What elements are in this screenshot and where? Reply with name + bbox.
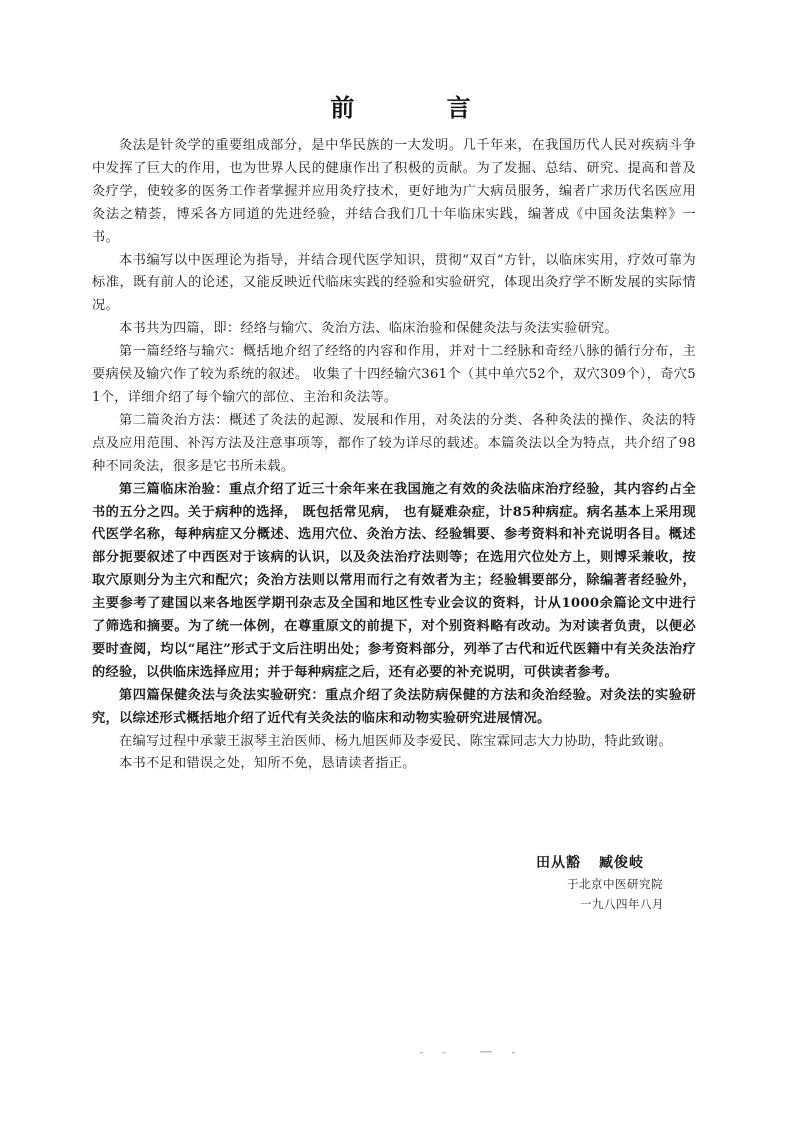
paragraph-structure: 本书共为四篇，即：经络与输穴、灸治方法、临床治验和保健灸法与灸法实验研究。 [119, 321, 619, 337]
author-signature [536, 852, 644, 872]
paragraph-acknowledgement: 在编写过程中承蒙王淑琴主治医师、杨九旭医师及李爱民、陈宝霖同志大力协助，特此致谢。 [119, 733, 672, 749]
scan-specks-decoration [418, 1050, 528, 1056]
paragraph-closing: 本书不足和错误之处，知所不免，恳请读者指正。 [119, 756, 416, 772]
author-name-1: 田从豁 [536, 855, 581, 871]
signature-place: 于北京中医研究院 [567, 877, 663, 891]
paragraph-intro: 灸法是针灸学的重要组成部分，是中华民族的一大发明。几千年来，在我国历代人民对疾病斗争中发挥了巨大的作用，也为世界人民的健康作出了积极的贡献。为了发掘、总结、研究、提高和普及灸疗学，使较多的医务工作者掌握并应用灸疗技术，更好地为广大病员服务，编者广求历代名医应用灸法之精荟，博采各方同道的先进经验，并结合我们几十年临床实践，编著成《中国灸法集粹》一书。 [92, 138, 696, 245]
signature-date: 一九八四年八月 [580, 897, 664, 911]
page-title: 前 言 [330, 94, 513, 122]
paragraph-part-three: 第三篇临床治验：重点介绍了近三十余年来在我国施之有效的灸法临床治疗经验，其内容约占全书的五分之四。关于病种的选择， 既包括常见病， 也有疑难杂症，计85种病症。病名基本上采用现代医学名称，每种病症又分概述、选用穴位、灸治方法、经验辑要、参考资料和补充说明各目。概述部分扼要叙述了中西医对于该病的认识，以及灸法治疗法则等；在选用穴位处方上，则博采兼收，按取穴原则分为主穴和配穴；灸治方法则以常用而行之有效者为主；经验辑要部分，除编著者经验外，主要参考了建国以来各地医学期刊杂志及全国和地区性专业会议的资料，计从1000余篇论文中进行了筛选和摘要。为了统一体例，在尊重原文的前提下，对个别资料略有改动。为对读者负责，以便必要时查阅，均以“尾注”形式于文后注明出处；参考资料部分，列举了古代和近代医籍中有关灸法治疗的经验，以供临床选择应用；并于每种病症之后，还有必要的补充说明，可供读者参考。 [92, 481, 696, 680]
paragraph-part-one: 第一篇经络与输穴：概括地介绍了经络的内容和作用，并对十二经脉和奇经八脉的循行分布，主要病侯及输穴作了较为系统的叙述。 收集了十四经输穴361个（其中单穴52个，双穴309个），奇穴51个，详细介绍了每个输穴的部位、主治和灸法等。 [92, 344, 696, 405]
paragraph-guiding-principle: 本书编写以中医理论为指导，并结合现代医学知识，贯彻“双百”方针，以临床实用，疗效可靠为标准，既有前人的论述，又能反映近代临床实践的经验和实验研究，体现出灸疗学不断发展的实际情况。 [92, 252, 696, 314]
author-name-2: 臧俊岐 [599, 855, 644, 871]
paragraph-part-two: 第二篇灸治方法：概述了灸法的起源、发展和作用，对灸法的分类、各种灸法的操作、灸法的特点及应用范围、补泻方法及注意事项等，都作了较为详尽的载述。本篇灸法以全为特点，共介绍了98种不同灸法，很多是它书所未载。 [92, 412, 696, 474]
preface-body [92, 135, 696, 776]
paragraph-part-four: 第四篇保健灸法与灸法实验研究：重点介绍了灸法防病保健的方法和灸治经验。对灸法的实验研究，以综述形式概括地介绍了近代有关灸法的临床和动物实验研究进展情况。 [92, 687, 696, 726]
